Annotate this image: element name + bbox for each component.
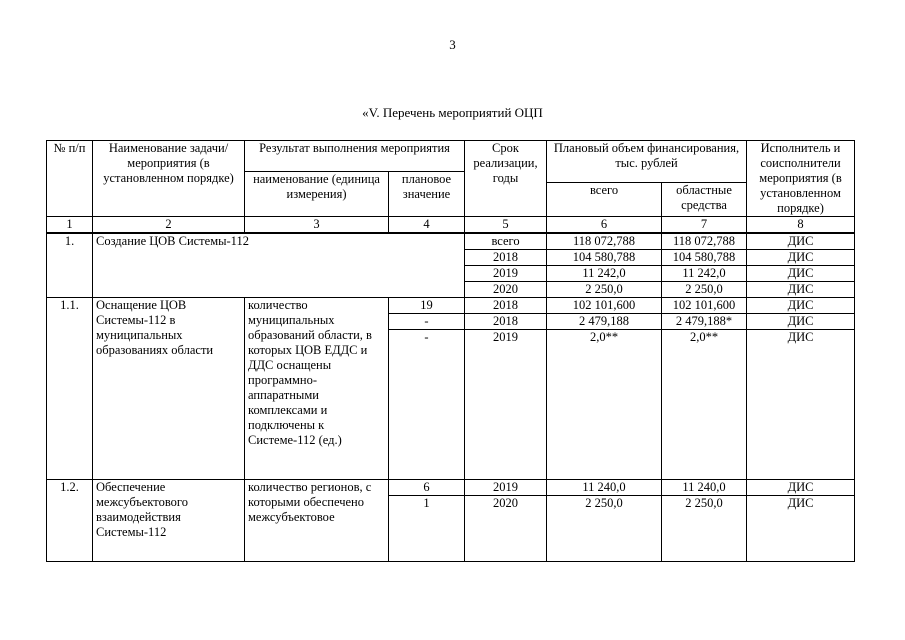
plan-cell: - [389,330,465,480]
row-num: 1.2. [47,480,93,562]
col-number: 8 [747,217,855,234]
total-cell: 11 242,0 [547,266,662,282]
row-num: 1. [47,233,93,298]
regional-cell: 11 240,0 [662,480,747,496]
executor-cell: ДИС [747,330,855,480]
executor-cell: ДИС [747,282,855,298]
total-cell: 104 580,788 [547,250,662,266]
header-period: Срок реализации, годы [465,141,547,217]
regional-cell: 118 072,788 [662,233,747,250]
task-name: Обеспечение межсубъектового взаимодействия Системы-112 [93,480,245,562]
table-row [47,480,855,496]
task-name: Создание ЦОВ Системы-112 [93,233,465,298]
col-number: 1 [47,217,93,234]
regional-cell: 2 479,188* [662,314,747,330]
total-cell: 2 479,188 [547,314,662,330]
year-cell: 2020 [465,496,547,562]
col-number: 2 [93,217,245,234]
regional-cell: 2 250,0 [662,282,747,298]
header-result-name: наименование (единица измерения) [245,172,389,217]
col-number: 4 [389,217,465,234]
regional-cell: 102 101,600 [662,298,747,314]
task-name: Оснащение ЦОВ Системы-112 в муниципальных образованиях области [93,298,245,480]
plan-cell: 19 [389,298,465,314]
section-title: «V. Перечень мероприятий ОЦП [362,105,543,120]
executor-cell: ДИС [747,496,855,562]
executor-cell: ДИС [747,250,855,266]
year-cell: 2018 [465,314,547,330]
header-total: всего [547,183,662,217]
page-number: 3 [449,37,456,52]
year-cell: 2019 [465,266,547,282]
executor-cell: ДИС [747,266,855,282]
result-name: количество регионов, с которыми обеспечено межсубъектовое [245,480,389,562]
col-number: 7 [662,217,747,234]
year-cell: 2019 [465,480,547,496]
col-number: 6 [547,217,662,234]
header-row-1 [47,141,855,172]
year-cell: 2018 [465,298,547,314]
table-row [47,298,855,314]
col-number: 3 [245,217,389,234]
total-cell: 2,0** [547,330,662,480]
year-cell: всего [465,233,547,250]
result-name: количество муниципальных образований области, в которых ЦОВ ЕДДС и ДДС оснащены программно-аппаратными комплексами и подключены к Системе-112 (ед.) [245,298,389,480]
regional-cell: 2,0** [662,330,747,480]
executor-cell: ДИС [747,298,855,314]
plan-cell: - [389,314,465,330]
total-cell: 118 072,788 [547,233,662,250]
regional-cell: 2 250,0 [662,496,747,562]
total-cell: 2 250,0 [547,282,662,298]
plan-cell: 6 [389,480,465,496]
header-task-name: Наименование задачи/мероприятия (в установленном порядке) [93,141,245,217]
column-numbers-row [47,217,855,234]
year-cell: 2018 [465,250,547,266]
row-num: 1.1. [47,298,93,480]
total-cell: 102 101,600 [547,298,662,314]
table-row [47,233,855,250]
col-number: 5 [465,217,547,234]
header-num: № п/п [47,141,93,217]
year-cell: 2020 [465,282,547,298]
executor-cell: ДИС [747,314,855,330]
executor-cell: ДИС [747,480,855,496]
header-result-group: Результат выполнения мероприятия [245,141,465,172]
header-financing-group: Плановый объем финансирования, тыс. рублей [547,141,747,183]
regional-cell: 11 242,0 [662,266,747,282]
header-regional: областные средства [662,183,747,217]
regional-cell: 104 580,788 [662,250,747,266]
header-plan-value: плановое значение [389,172,465,217]
total-cell: 11 240,0 [547,480,662,496]
header-executor: Исполнитель и соисполнители мероприятия (в установленном порядке) [747,141,855,217]
total-cell: 2 250,0 [547,496,662,562]
executor-cell: ДИС [747,233,855,250]
plan-cell: 1 [389,496,465,562]
measures-table [46,140,855,562]
year-cell: 2019 [465,330,547,480]
